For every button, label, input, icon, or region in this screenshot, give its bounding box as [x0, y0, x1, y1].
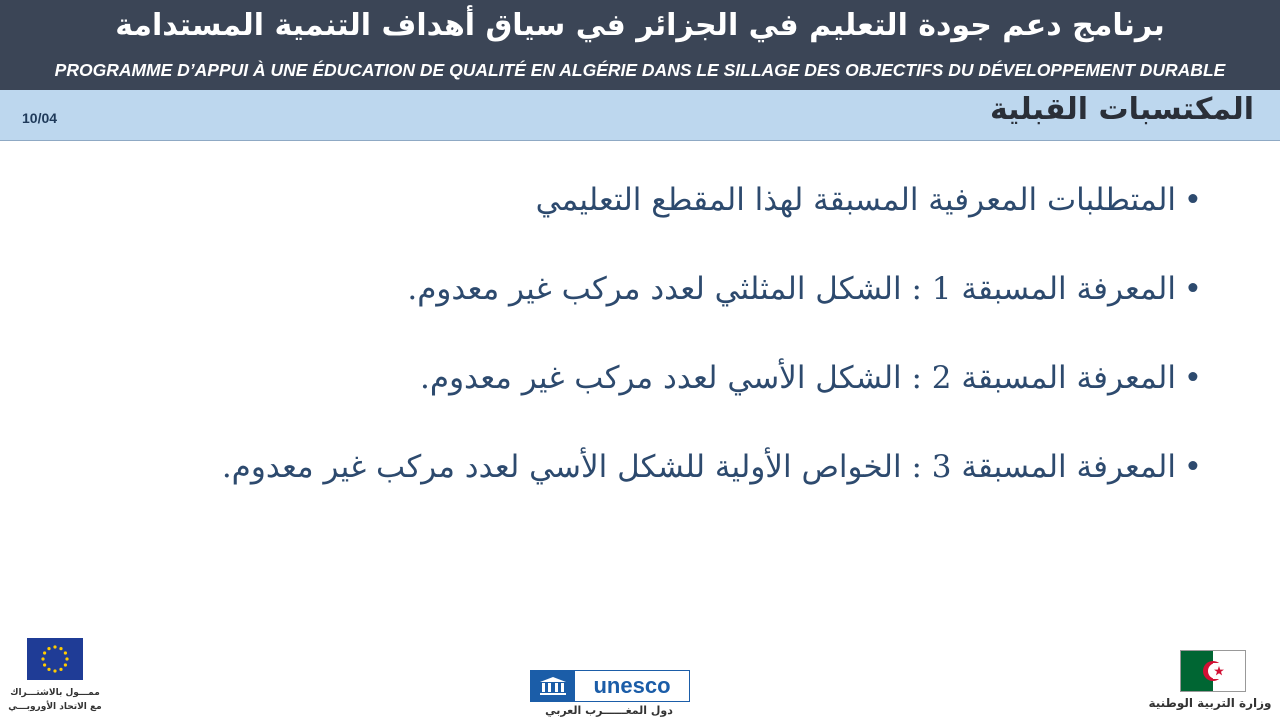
algeria-flag-icon	[1180, 650, 1246, 692]
header-banner	[0, 0, 1280, 90]
program-title-arabic: برنامج دعم جودة التعليم في الجزائر في سياق أهداف التنمية المستدامة	[115, 8, 1165, 43]
bullet-item: • المعرفة المسبقة 2 : الشكل الأسي لعدد مركب غير معدوم.	[102, 358, 1202, 398]
section-bar	[0, 90, 1280, 141]
unesco-temple-icon	[531, 671, 575, 701]
eu-caption	[0, 686, 110, 714]
eu-caption-line: ممـــول بالاشتـــراك	[10, 688, 100, 698]
section-title: المكتسبات القبلية	[989, 92, 1254, 127]
bullet-item: • المعرفة المسبقة 3 : الخواص الأولية للشكل الأسي لعدد مركب غير معدوم.	[102, 447, 1202, 487]
unesco-logo	[530, 670, 690, 702]
unesco-caption: دول المغــــــرب العربي	[545, 704, 673, 717]
eu-caption-line: مع الاتحاد الأوروبـــي	[8, 702, 102, 712]
bullet-item: • المتطلبات المعرفية المسبقة لهذا المقطع التعليمي	[102, 180, 1202, 220]
slide-number: 10/04	[22, 110, 58, 126]
eu-flag-icon	[27, 638, 83, 680]
unesco-wordmark: unesco	[575, 671, 689, 701]
slide-content	[102, 180, 1202, 536]
eu-logo-block	[0, 638, 110, 720]
bullet-item: • المعرفة المسبقة 1 : الشكل المثلثي لعدد مركب غير معدوم.	[102, 269, 1202, 309]
unesco-logo-block	[530, 670, 690, 720]
ministry-caption: وزارة التربية الوطنية	[1148, 696, 1272, 710]
program-title-french: PROGRAMME D’APPUI À UNE ÉDUCATION DE QUALITÉ EN ALGÉRIE DANS LE SILLAGE DES OBJECTIFS DU DÉVELOPPEMENT DURABLE	[54, 60, 1226, 80]
ministry-logo-block	[1140, 650, 1280, 720]
